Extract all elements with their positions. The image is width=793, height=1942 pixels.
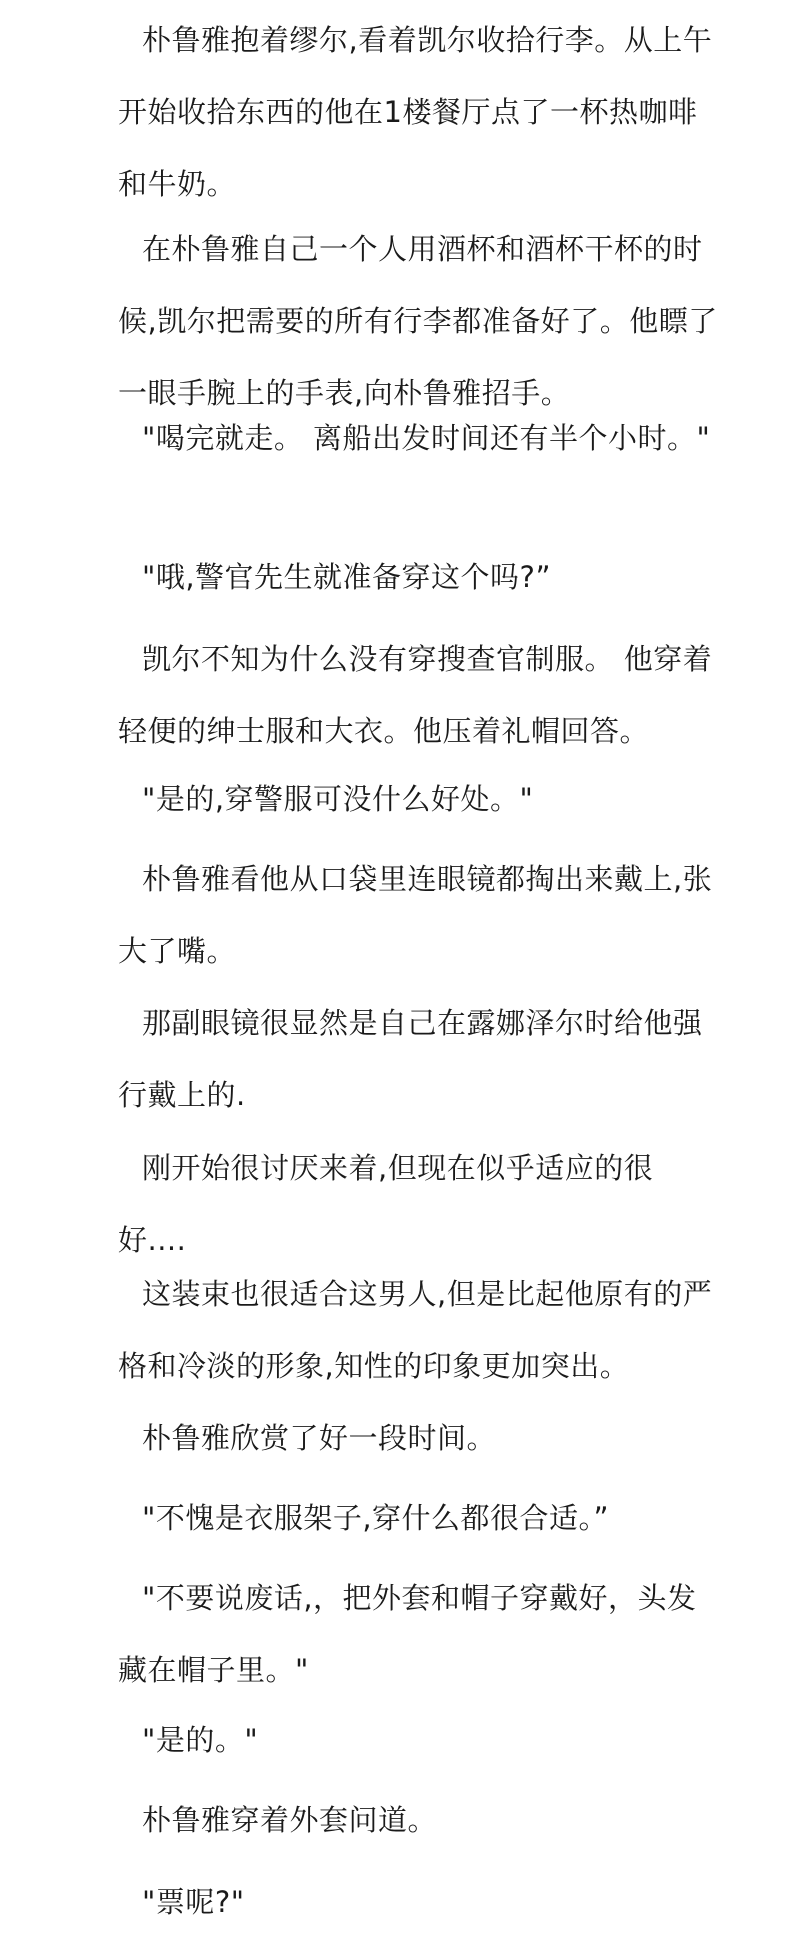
paragraph: 那副眼镜很显然是自己在露娜泽尔时给他强行戴上的. bbox=[118, 1006, 703, 1112]
paragraph: "哦,警官先生就准备穿这个吗?” bbox=[142, 560, 551, 594]
paragraph: "不愧是衣服架子,穿什么都很合适。” bbox=[142, 1501, 610, 1535]
paragraph: "喝完就走。 离船出发时间还有半个小时。" bbox=[142, 421, 711, 455]
paragraph: 这装束也很适合这男人,但是比起他原有的严格和冷淡的形象,知性的印象更加突出。 bbox=[118, 1277, 713, 1383]
paragraph: 朴鲁雅欣赏了好一段时间。 bbox=[142, 1421, 497, 1455]
paragraph: 在朴鲁雅自己一个人用酒杯和酒杯干杯的时候,凯尔把需要的所有行李都准备好了。他瞟了一眼手腕上的手表,向朴鲁雅招手。 bbox=[118, 232, 718, 410]
paragraph: 朴鲁雅抱着缪尔,看着凯尔收拾行李。从上午开始收拾东西的他在1楼餐厅点了一杯热咖啡和牛奶。 bbox=[118, 23, 713, 201]
paragraph: 朴鲁雅看他从口袋里连眼镜都掏出来戴上,张大了嘴。 bbox=[118, 862, 713, 968]
paragraph: "是的。" bbox=[142, 1723, 259, 1757]
paragraph: "不要说废话,，把外套和帽子穿戴好，头发藏在帽子里。" bbox=[118, 1581, 697, 1687]
paragraph: 刚开始很讨厌来着,但现在似乎适应的很好.... bbox=[118, 1151, 654, 1257]
paragraph: "票呢?" bbox=[142, 1885, 245, 1919]
paragraph: 朴鲁雅穿着外套问道。 bbox=[142, 1803, 438, 1837]
paragraph: 凯尔不知为什么没有穿搜查官制服。 他穿着轻便的绅士服和大衣。他压着礼帽回答。 bbox=[118, 642, 713, 748]
paragraph: "是的,穿警服可没什么好处。" bbox=[142, 782, 534, 816]
